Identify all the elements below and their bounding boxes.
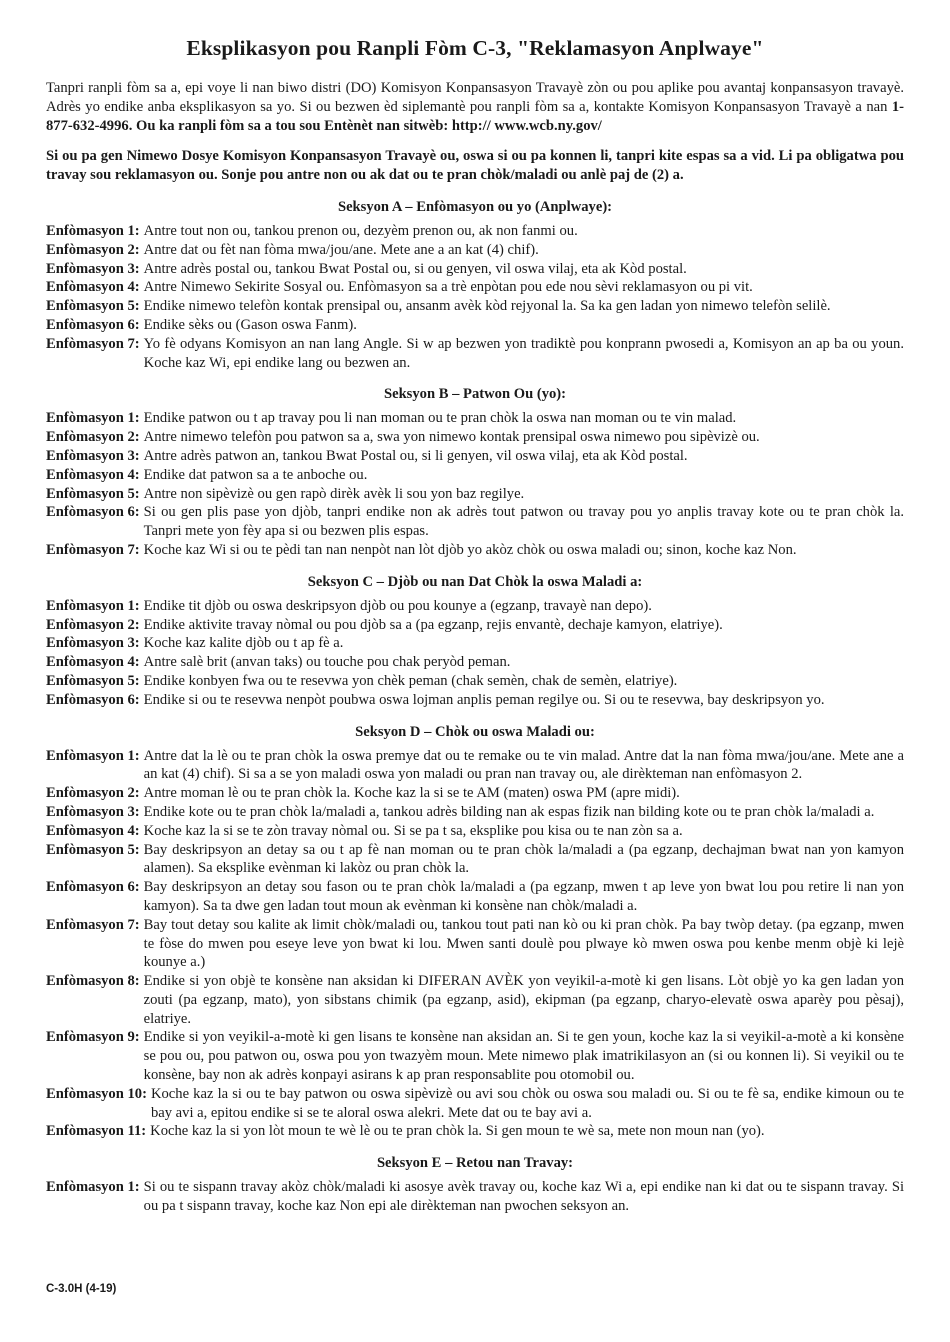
instruction-item [46, 634, 904, 653]
instruction-item [46, 1028, 904, 1084]
instruction-text: Endike dat patwon sa a te anboche ou. [143, 466, 368, 483]
section-heading: Seksyon B – Patwon Ou (yo): [383, 386, 567, 403]
section-item-list [46, 597, 904, 710]
section-heading: Seksyon E – Retou nan Travay: [376, 1155, 574, 1172]
instruction-label: Enfòmasyon 6: [46, 504, 140, 521]
instruction-label: Enfòmasyon 3: [46, 260, 140, 277]
instruction-text: Bay deskripsyon an detay sou fason ou te pran chòk la/maladi a (pa egzanp, mwen t ap leve yon bwat lou pou retire li nan yon kamyon). Sa ta dwe gen ladan tout moun ak evènman ki konsène nan chòk/maladi a. [143, 879, 904, 914]
instruction-item [46, 316, 904, 335]
instruction-label: Enfòmasyon 2: [46, 616, 140, 633]
instruction-label: Enfòmasyon 5: [46, 841, 140, 858]
instruction-text: Endike si ou te resevwa nenpòt poubwa oswa lojman anplis peman regilye ou. Si ou te resevwa, bay deskripsyon yo. [143, 691, 825, 708]
instruction-item [46, 597, 904, 616]
section-item-list [46, 222, 904, 372]
instruction-label: Enfòmasyon 2: [46, 241, 140, 258]
instruction-item [46, 1085, 904, 1123]
instruction-item [46, 616, 904, 635]
instruction-label: Enfòmasyon 2: [46, 785, 140, 802]
instruction-text: Antre Nimewo Sekirite Sosyal ou. Enfòmasyon sa a trè enpòtan pou ede nou sèvi reklamasyon ou pi vit. [143, 279, 753, 296]
instruction-text: Antre moman lè ou te pran chòk la. Koche kaz la si se te AM (maten) oswa PM (apre midi). [143, 785, 680, 802]
instruction-label: Enfòmasyon 8: [46, 973, 140, 990]
instruction-item [46, 409, 904, 428]
instruction-text: Endike si yon objè te konsène nan aksidan ki DIFERAN AVÈK yon veyikil-a-motè ki gen lisans. Lòt objè yo ka gen ladan yon zouti (pa egzanp, mato), yon sibstans chimik (pa egzanp, asid), ekipman (pa egzanp, charyo-elevatè oswa aparèy pou pèsaj), elatriye. [143, 973, 904, 1027]
instruction-text: Endike nimewo telefòn kontak prensipal ou, ansanm avèk kòd rejyonal la. Sa ka gen ladan yon nimewo telefòn selilè. [143, 298, 831, 315]
instruction-label: Enfòmasyon 5: [46, 672, 140, 689]
instruction-text: Endike tit djòb ou oswa deskripsyon djòb ou pou kounye a (egzanp, travayè nan depo). [143, 597, 652, 614]
instruction-label: Enfòmasyon 3: [46, 635, 140, 652]
instruction-text: Endike kote ou te pran chòk la/maladi a, tankou adrès bilding nan ak espas fizik nan bilding kote ou te pran chòk la/maladi a. [143, 803, 875, 820]
section-item-list [46, 1178, 904, 1216]
sections-container [46, 199, 904, 1216]
instruction-label: Enfòmasyon 5: [46, 485, 140, 502]
intro-paragraph [46, 79, 904, 136]
document-title: Eksplikasyon pou Ranpli Fòm C-3, "Reklamasyon Anplwaye" [186, 36, 764, 60]
instruction-label: Enfòmasyon 11: [46, 1123, 147, 1140]
file-number-notice: Si ou pa gen Nimewo Dosye Komisyon Konpansasyon Travayè ou, oswa si ou pa konnen li, tanpri kite espas sa a vid. Li pa obligatwa pou travay sou reklamasyon ou. Sonje pou antre non ou ak dat ou te pran chòk/maladi ou anlè paj de (2) a. [46, 148, 904, 183]
section-heading: Seksyon A – Enfòmasyon ou yo (Anplwaye): [337, 199, 613, 215]
instruction-item [46, 653, 904, 672]
instruction-label: Enfòmasyon 4: [46, 466, 140, 483]
instruction-item [46, 841, 904, 879]
instruction-text: Si ou gen plis pase yon djòb, tanpri endike non ak adrès tout patwon ou travay pou yo anplis travay kote ou te pran chòk la. Tanpri mete yon fèy apa si ou bezwen plis espas. [143, 504, 904, 540]
instruction-item [46, 972, 904, 1028]
instruction-label: Enfòmasyon 9: [46, 1029, 140, 1046]
instruction-label: Enfòmasyon 6: [46, 879, 140, 896]
instruction-item [46, 803, 904, 822]
instruction-text: Endike si yon veyikil-a-motè ki gen lisans te konsène nan aksidan an. Si te gen youn, koche kaz la si veyikil-a-motè a ki konsène se pou ou, pou patwon ou, oswa pou yon twazyèm moun. Mete nimewo plak imatrikilasyon an (si ou konnen li). Si veyikil ou te konsène, bay non ak adrès konpayi asirans k ap pran responsablite pou otomobil ou. [143, 1029, 904, 1084]
instruction-text: Si ou te sispann travay akòz chòk/maladi ki asosye avèk travay ou, koche kaz Wi a, epi endike nan ki dat ou te sispann travay. Si ou pa t sispann travay, koche kaz Non epi ale dirèkteman nan pwochen seksyon an. [143, 1179, 904, 1215]
instruction-label: Enfòmasyon 2: [46, 429, 140, 446]
instruction-text: Antre nimewo telefòn pou patwon sa a, swa yon nimewo kontak prensipal oswa nimewo pou sipèvizè ou. [143, 429, 760, 446]
instruction-label: Enfòmasyon 7: [46, 335, 140, 352]
instruction-text: Antre adrès patwon an, tankou Bwat Postal ou, si li genyen, vil oswa vilaj, eta ak Kòd postal. [143, 447, 688, 464]
instruction-text: Koche kaz kalite djòb ou t ap fè a. [143, 635, 344, 652]
instruction-text: Endike aktivite travay nòmal ou pou djòb sa a (pa egzanp, rejis envantè, dechaje kamyon, elatriye). [143, 616, 723, 633]
instruction-text: Koche kaz la si yon lòt moun te wè lè ou te pran chòk la. Si gen moun te wè sa, mete non moun nan (yo). [150, 1123, 765, 1140]
section-heading: Seksyon C – Djòb ou nan Dat Chòk la oswa Maladi a: [307, 573, 643, 590]
instruction-label: Enfòmasyon 4: [46, 279, 140, 296]
instruction-text: Antre salè brit (anvan taks) ou touche pou chak peryòd peman. [143, 654, 511, 671]
intro-contact-bold: 1-877-632-4996. Ou ka ranpli fòm sa a tou sou Entènèt nan sitwèb: http:// www.wcb.ny.gov/ [46, 99, 904, 134]
intro-text: Tanpri ranpli fòm sa a, epi voye li nan biwo distri (DO) Komisyon Konpansasyon Travayè zòn ou pou aplike pou avantaj konpansasyon travayè. Adrès yo endike anba eksplikasyon sa yo. Si ou bezwen èd siplemantè pou ranpli fòm sa a, kontakte Komisyon Konpansasyon Travayè a nan [46, 80, 904, 115]
instruction-label: Enfòmasyon 3: [46, 803, 140, 820]
instruction-text: Endike patwon ou t ap travay pou li nan moman ou te pran chòk la oswa nan moman ou te vin malad. [143, 410, 737, 427]
instruction-label: Enfòmasyon 6: [46, 691, 140, 708]
instruction-text: Antre dat ou fèt nan fòma mwa/jou/ane. Mete ane a an kat (4) chif). [143, 241, 539, 258]
instruction-text: Koche kaz Wi si ou te pèdi tan nan nenpòt nan lòt djòb yo akòz chòk ou oswa maladi ou; sinon, koche kaz Non. [143, 541, 797, 558]
instruction-text: Koche kaz la si ou te bay patwon ou oswa sipèvizè ou avi sou chòk ou oswa sou maladi ou. Si ou te fè sa, endike kimoun ou te bay avi a, epitou endike si se te aloral oswa alekri. Mete dat ou te bay avi a. [150, 1085, 904, 1121]
instruction-item [46, 784, 904, 803]
instruction-label: Enfòmasyon 4: [46, 822, 140, 839]
instruction-text: Bay deskripsyon an detay sa ou t ap fè nan moman ou te pran chòk la/maladi a (pa egzanp, dechajman bwat nan yon kamyon alamen). Sa eksplike evènman ki lakòz ou pran chòk la. [143, 841, 904, 877]
instruction-item [46, 878, 904, 916]
instruction-text: Koche kaz la si se te zòn travay nòmal ou. Si se pa t sa, eksplike pou kisa ou te nan zòn sa a. [143, 822, 683, 839]
instruction-label: Enfòmasyon 6: [46, 316, 140, 333]
instruction-item [46, 916, 904, 972]
instruction-label: Enfòmasyon 1: [46, 747, 140, 764]
instruction-text: Endike konbyen fwa ou te resevwa yon chèk peman (chak semèn, chak de semèn, elatriye). [143, 672, 678, 689]
instruction-label: Enfòmasyon 5: [46, 298, 140, 315]
instruction-item [46, 260, 904, 279]
instruction-label: Enfòmasyon 10: [46, 1085, 147, 1102]
instruction-item [46, 335, 904, 373]
instruction-text: Bay tout detay sou kalite ak limit chòk/maladi ou, tankou tout pati nan kò ou ki pran chòk. Pa bay twòp detay. (pa egzanp, mwen te fòse do mwen pou eseye leve yon bwat ki lou. Mwen santi doulè pou plwaye kò mwen oswa pou kenbe menm objè ki lejè kounye a.) [143, 916, 904, 971]
instruction-label: Enfòmasyon 7: [46, 916, 140, 933]
instruction-item [46, 541, 904, 560]
section-heading: Seksyon D – Chòk ou oswa Maladi ou: [355, 723, 595, 740]
instruction-item [46, 466, 904, 485]
instruction-item [46, 747, 904, 785]
instruction-text: Yo fè odyans Komisyon an nan lang Angle. Si w ap bezwen yon tradiktè pou konprann pwosedi a, Komisyon an ap ba ou youn. Koche kaz Wi, epi endike lang ou bezwen an. [143, 335, 904, 371]
instruction-item [46, 241, 904, 260]
instruction-item [46, 222, 904, 241]
section-item-list [46, 409, 904, 559]
instruction-item [46, 485, 904, 504]
instruction-text: Antre dat la lè ou te pran chòk la oswa premye dat ou te remake ou te vin malad. Antre dat la nan fòma mwa/jou/ane. Mete ane a an kat (4) chif). Si sa a se yon maladi oswa yon maladi ou pran nan travay ou, ale dirèkteman nan enfòmasyon 2. [143, 747, 904, 783]
instruction-item [46, 1122, 904, 1141]
instruction-item [46, 822, 904, 841]
section-item-list [46, 747, 904, 1142]
instruction-item [46, 447, 904, 466]
instruction-label: Enfòmasyon 1: [46, 223, 140, 239]
instruction-label: Enfòmasyon 1: [46, 1179, 140, 1196]
instruction-label: Enfòmasyon 1: [46, 410, 140, 427]
instruction-item [46, 503, 904, 541]
instruction-item [46, 278, 904, 297]
instruction-text: Endike sèks ou (Gason oswa Fanm). [143, 316, 357, 333]
instruction-label: Enfòmasyon 7: [46, 541, 140, 558]
instruction-item [46, 1178, 904, 1216]
instruction-label: Enfòmasyon 1: [46, 597, 140, 614]
instruction-item [46, 672, 904, 691]
instruction-item [46, 297, 904, 316]
instruction-text: Antre tout non ou, tankou prenon ou, dezyèm prenon ou, ak non fanmi ou. [143, 223, 578, 239]
instruction-item [46, 428, 904, 447]
document-page [46, 30, 904, 1216]
instruction-label: Enfòmasyon 4: [46, 654, 140, 671]
instruction-text: Antre adrès postal ou, tankou Bwat Postal ou, si ou genyen, vil oswa vilaj, eta ak Kòd postal. [143, 260, 687, 277]
instruction-label: Enfòmasyon 3: [46, 447, 140, 464]
instruction-item [46, 691, 904, 710]
form-code-footer: C-3.0H (4-19) [46, 1283, 117, 1295]
instruction-text: Antre non sipèvizè ou gen rapò dirèk avèk li sou yon baz regilye. [143, 485, 525, 502]
